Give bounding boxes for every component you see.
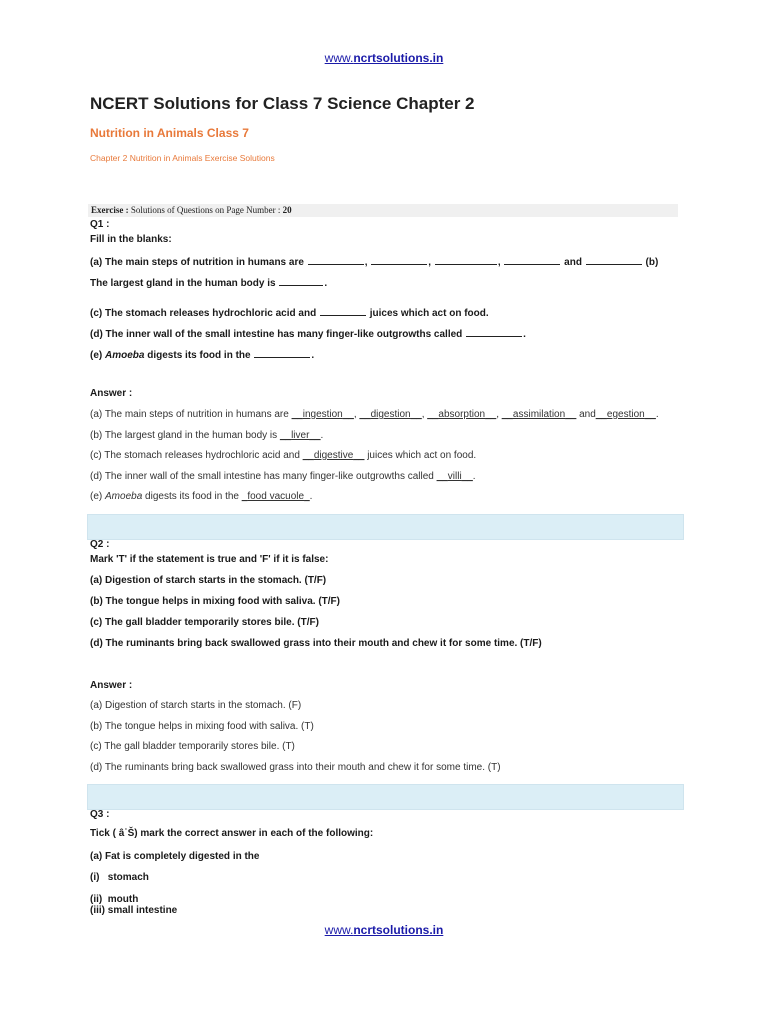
q1-item-d: (d) The inner wall of the small intestine has many finger-like outgrowths called . bbox=[90, 326, 526, 340]
q1-answer-e: (e) Amoeba digests its food in the _food vacuole_. bbox=[90, 491, 313, 502]
q2-answer-c: (c) The gall bladder temporarily stores bile. (T) bbox=[90, 741, 295, 752]
q1-answer-label: Answer : bbox=[90, 388, 133, 399]
q2-answer-label: Answer : bbox=[90, 680, 133, 691]
q1-label: Q1 : bbox=[90, 219, 110, 230]
section-divider bbox=[87, 784, 684, 810]
q1-item-b: The largest gland in the human body is . bbox=[90, 275, 327, 289]
q1-answer-d: (d) The inner wall of the small intestine has many finger-like outgrowths called __villi__. bbox=[90, 471, 476, 482]
page-title: NCERT Solutions for Class 7 Science Chapter 2 bbox=[90, 94, 475, 113]
q2-item-c: (c) The gall bladder temporarily stores bile. (T/F) bbox=[90, 617, 319, 628]
q2-prompt: Mark 'T' if the statement is true and 'F' if it is false: bbox=[90, 554, 329, 565]
q2-answer-a: (a) Digestion of starch starts in the stomach. (F) bbox=[90, 700, 302, 711]
q2-item-b: (b) The tongue helps in mixing food with saliva. (T/F) bbox=[90, 596, 340, 607]
header-site-link[interactable]: www.ncrtsolutions.in bbox=[324, 51, 444, 65]
footer-site-link[interactable]: www.ncrtsolutions.in bbox=[324, 923, 444, 937]
q2-item-d: (d) The ruminants bring back swallowed grass into their mouth and chew it for some time. (T/F) bbox=[90, 638, 542, 649]
page-subtitle: Nutrition in Animals Class 7 bbox=[90, 126, 249, 140]
q1-item-a: (a) The main steps of nutrition in humans are , , , and (b) bbox=[90, 254, 658, 268]
q1-prompt: Fill in the blanks: bbox=[90, 234, 172, 245]
exercise-bar: Exercise : Solutions of Questions on Page Number : 20 bbox=[88, 204, 678, 217]
q2-label: Q2 : bbox=[90, 539, 110, 550]
q2-answer-d: (d) The ruminants bring back swallowed grass into their mouth and chew it for some time. (T) bbox=[90, 762, 501, 773]
q2-answer-b: (b) The tongue helps in mixing food with saliva. (T) bbox=[90, 721, 314, 732]
q3-prompt: Tick ( â˙Š) mark the correct answer in each of the following: bbox=[90, 828, 374, 839]
q3-option-i: (i) stomach bbox=[90, 872, 149, 883]
q1-answer-a: (a) The main steps of nutrition in humans are __ingestion__, __digestion__, __absorption__, __assimilation__ and__egestion__. bbox=[90, 409, 659, 420]
section-divider bbox=[87, 514, 684, 540]
q3-label: Q3 : bbox=[90, 809, 110, 820]
q1-item-c: (c) The stomach releases hydrochloric acid and juices which act on food. bbox=[90, 305, 489, 319]
q1-answer-b: (b) The largest gland in the human body is __liver__. bbox=[90, 430, 324, 441]
q3-option-ii: (ii) mouth bbox=[90, 894, 139, 905]
page-subheading: Chapter 2 Nutrition in Animals Exercise Solutions bbox=[90, 153, 275, 163]
q1-answer-c: (c) The stomach releases hydrochloric acid and __digestive__ juices which act on food. bbox=[90, 450, 477, 461]
q3-option-iii: (iii) small intestine bbox=[90, 905, 178, 916]
q3-item-a: (a) Fat is completely digested in the bbox=[90, 851, 260, 862]
q2-item-a: (a) Digestion of starch starts in the stomach. (T/F) bbox=[90, 575, 327, 586]
q1-item-e: (e) Amoeba digests its food in the . bbox=[90, 347, 314, 361]
